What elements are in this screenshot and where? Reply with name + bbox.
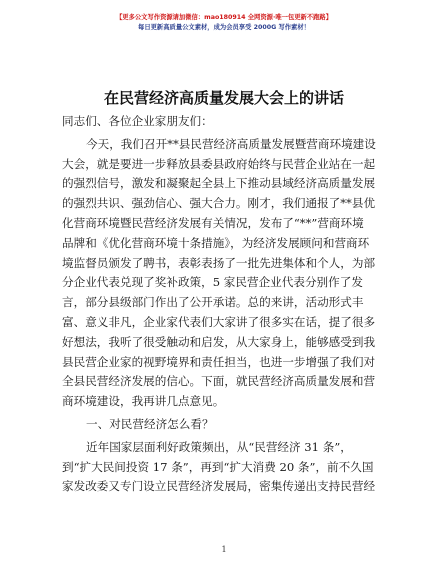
document-title: 在民营经济高质量发展大会上的讲话 — [103, 89, 344, 107]
paragraph-line: 到“扩大民间投资 17 条”，再到“扩大消费 20 条”，前不久国 — [62, 459, 374, 474]
promo-banner-line-2: 每日更新高质量公文素材，成为会员享受 2000G 写作素材！ — [138, 24, 310, 31]
promo-banner — [0, 13, 448, 33]
paragraph-line: 境监督员颁发了聘书，表彰表扬了一批先进集体和个人，为部 — [62, 255, 376, 270]
paragraph-line: 品牌和《优化营商环境十条措施》，为经济发展顾问和营商环 — [62, 235, 370, 250]
paragraph-1 — [62, 135, 392, 412]
paragraph-line: 县民营企业家的视野境界和责任担当，也进一步增强了我们对 — [62, 354, 376, 369]
document-body — [62, 112, 392, 497]
paragraph-line: 富、意义非凡，企业家代表们大家讲了很多实在话，提了很多 — [62, 314, 376, 329]
paragraph-line: 商环境建设，我再讲几点意见。 — [62, 394, 225, 409]
paragraph-2 — [62, 438, 392, 497]
salutation: 同志们、各位企业家朋友们： — [62, 114, 213, 128]
paragraph-line: 化营商环境暨民营经济发展有关情况，发布了“**”营商环境 — [62, 215, 364, 230]
section-heading: 一、对民营经济怎么看？ — [86, 416, 214, 431]
page-number: 1 — [221, 545, 227, 554]
paragraph-line: 分企业代表兑现了奖补政策，5 家民营企业代表分别作了发 — [62, 275, 363, 290]
paragraph-line: 家发改委又专门设立民营经济发展局，密集传递出支持民营经 — [62, 479, 376, 494]
paragraph-line: 近年国家层面利好政策频出，从“民营经济 31 条”， — [86, 439, 352, 454]
paragraph-line: 的强烈信号，激发和凝聚起全县上下推动县域经济高质量发展 — [62, 176, 376, 191]
paragraph-line: 全县民营经济发展的信心。下面，就民营经济高质量发展和营 — [62, 374, 376, 389]
paragraph-line: 的强烈共识、强劲信心、强大合力。刚才，我们通报了**县优 — [62, 196, 376, 211]
paragraph-line: 今天，我们召开**县民营经济高质量发展暨营商环境建设 — [86, 136, 376, 151]
paragraph-line: 言，部分县级部门作出了公开承诺。总的来讲，活动形式丰 — [62, 295, 364, 310]
paragraph-line: 好想法，我听了很受触动和启发，从大家身上，能够感受到我 — [62, 334, 376, 349]
promo-banner-line-1: 【更多公文写作资源请加微信：mao180914 全网资源·唯一包更新不跑路】 — [115, 14, 333, 21]
paragraph-line: 大会，就是要进一步释放县委县政府始终与民营企业站在一起 — [62, 156, 376, 171]
